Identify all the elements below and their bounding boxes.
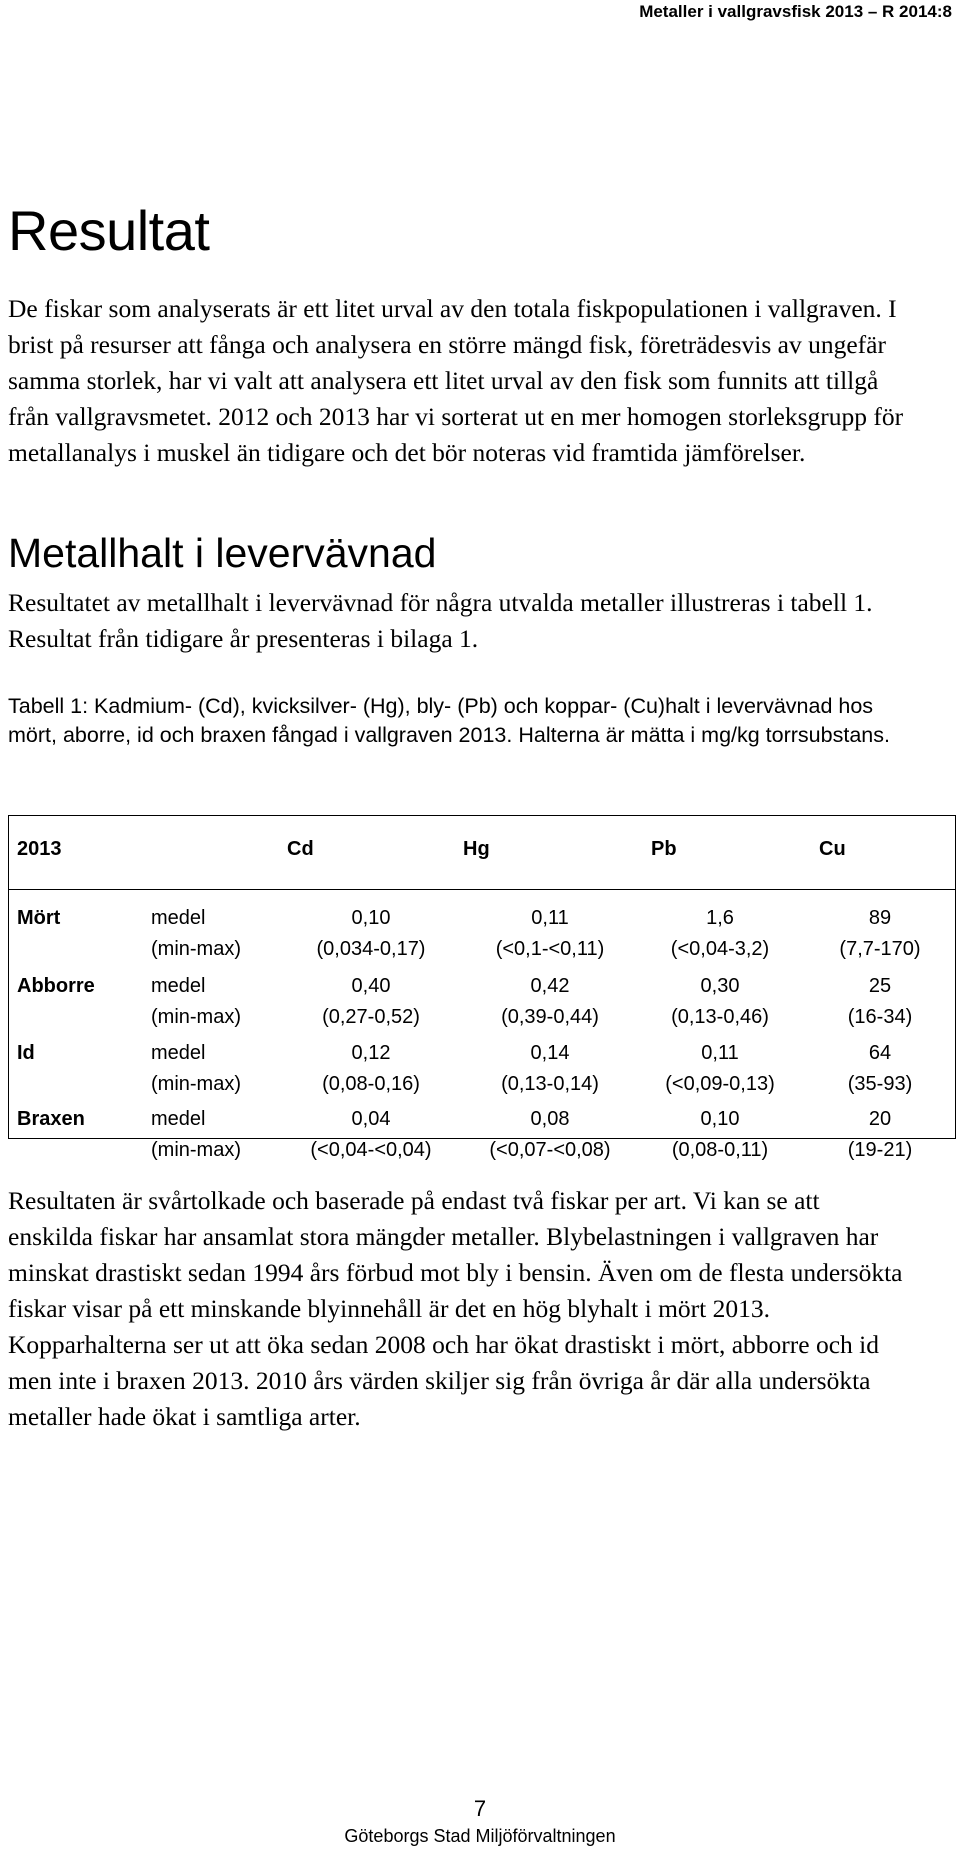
table-header-cu: Cu [819,838,846,860]
table-cell-cu: 89 [868,907,892,929]
table-cell-pb: (0,08-0,11) [671,1139,769,1161]
table-cell-cu: 25 [868,975,892,997]
table-cell-cd: (<0,04-<0,04) [310,1139,432,1161]
page-title: Resultat [8,199,210,262]
table-cell-cd: (0,034-0,17) [316,938,426,960]
table-cell-hg: 0,14 [530,1042,570,1064]
table-cell-pb: 0,30 [700,975,740,997]
table-row-stat: medel [151,1108,206,1130]
table-cell-cd: 0,12 [351,1042,391,1064]
metals-table [8,815,956,1161]
table-cell-cd: 0,04 [351,1108,391,1130]
table-cell-hg: (<0,07-<0,08) [489,1139,611,1161]
page-number: 7 [473,1796,487,1821]
table-row-species: Abborre [17,975,95,997]
table-row-stat: medel [151,907,206,929]
table-cell-pb: (<0,09-0,13) [665,1073,775,1095]
table-cell-hg: 0,11 [531,907,569,929]
conclusion-paragraph: Resultaten är svårtolkade och baserade på endast två fiskar per art. Vi kan se att enskilda fiskar har ansamlat stora mängder metaller. Blybelastningen i vallgraven har minskat drastiskt sedan 1994 års förbud mot bly i bensin. Även om de flesta undersökta fiskar visar på ett minskande blyinnehåll är det en hög blyhalt i mört 2013. Kopparhalterna ser ut att öka sedan 2008 och har ökat drastiskt i mört, abborre och id men inte i braxen 2013. 2010 års värden skiljer sig från övriga år där alla undersökta metaller hade ökat i samtliga arter. [8,1186,903,1431]
table-header-cd: Cd [287,838,314,860]
table-row-species: Braxen [17,1108,85,1130]
table-cell-cd: (0,27-0,52) [322,1006,420,1028]
table-cell-pb: 1,6 [706,907,734,929]
table-cell-hg: 0,42 [530,975,570,997]
table-cell-cu: 64 [868,1042,892,1064]
table-cell-cu: (35-93) [847,1073,913,1095]
footer-text: Göteborgs Stad Miljöförvaltningen [344,1826,616,1846]
table-row-stat: (min-max) [151,1006,241,1028]
table-row-stat: (min-max) [151,1073,241,1095]
table-cell-pb: (0,13-0,46) [671,1006,769,1028]
table-header-divider [9,889,955,890]
table-cell-pb: 0,11 [701,1042,739,1064]
table-row-stat: (min-max) [151,1139,241,1161]
running-header: Metaller i vallgravsfisk 2013 – R 2014:8 [639,2,952,21]
section-paragraph: Resultatet av metallhalt i levervävnad för några utvalda metaller illustreras i tabell 1. Resultat från tidigare år presenteras i bilaga 1. [8,588,873,653]
table-header-pb: Pb [651,838,677,860]
section-heading: Metallhalt i levervävnad [8,530,437,576]
table-cell-pb: 0,10 [700,1108,740,1130]
intro-paragraph: De fiskar som analyserats är ett litet urval av den totala fiskpopulationen i vallgraven. I brist på resurser att fånga och analysera en större mängd fisk, företrädesvis av ungefär samma storlek, har vi valt att analysera ett litet urval av den fisk som funnits att tillgå från vallgravsmetet. 2012 och 2013 har vi sorterat ut en mer homogen storleksgrupp för metallanalys i muskel än tidigare och det bör noteras vid framtida jämförelser. [8,294,904,467]
table-cell-hg: (0,13-0,14) [501,1073,599,1095]
table-cell-cu: (19-21) [847,1139,913,1161]
table-row-stat: (min-max) [151,938,241,960]
table-cell-hg: (0,39-0,44) [501,1006,599,1028]
table-cell-cu: 20 [868,1108,892,1130]
table-cell-cu: (7,7-170) [839,938,921,960]
table-row-stat: medel [151,1042,206,1064]
table-cell-cd: (0,08-0,16) [322,1073,420,1095]
table-row-species: Mört [17,907,61,929]
table-header-hg: Hg [463,838,490,860]
table-caption: Tabell 1: Kadmium- (Cd), kvicksilver- (Hg), bly- (Pb) och koppar- (Cu)halt i levervävnad hos mört, aborre, id och braxen fångad i vallgraven 2013. Halterna är mätta i mg/kg torrsubstans. [8,694,890,747]
table-cell-hg: (<0,1-<0,11) [495,938,605,960]
table-cell-cd: 0,40 [351,975,391,997]
table-cell-hg: 0,08 [530,1108,570,1130]
table-row-stat: medel [151,975,206,997]
table-cell-cu: (16-34) [847,1006,913,1028]
table-row-species: Id [17,1042,35,1064]
table-cell-cd: 0,10 [351,907,391,929]
table-cell-pb: (<0,04-3,2) [670,938,770,960]
table-header-year: 2013 [17,838,62,860]
